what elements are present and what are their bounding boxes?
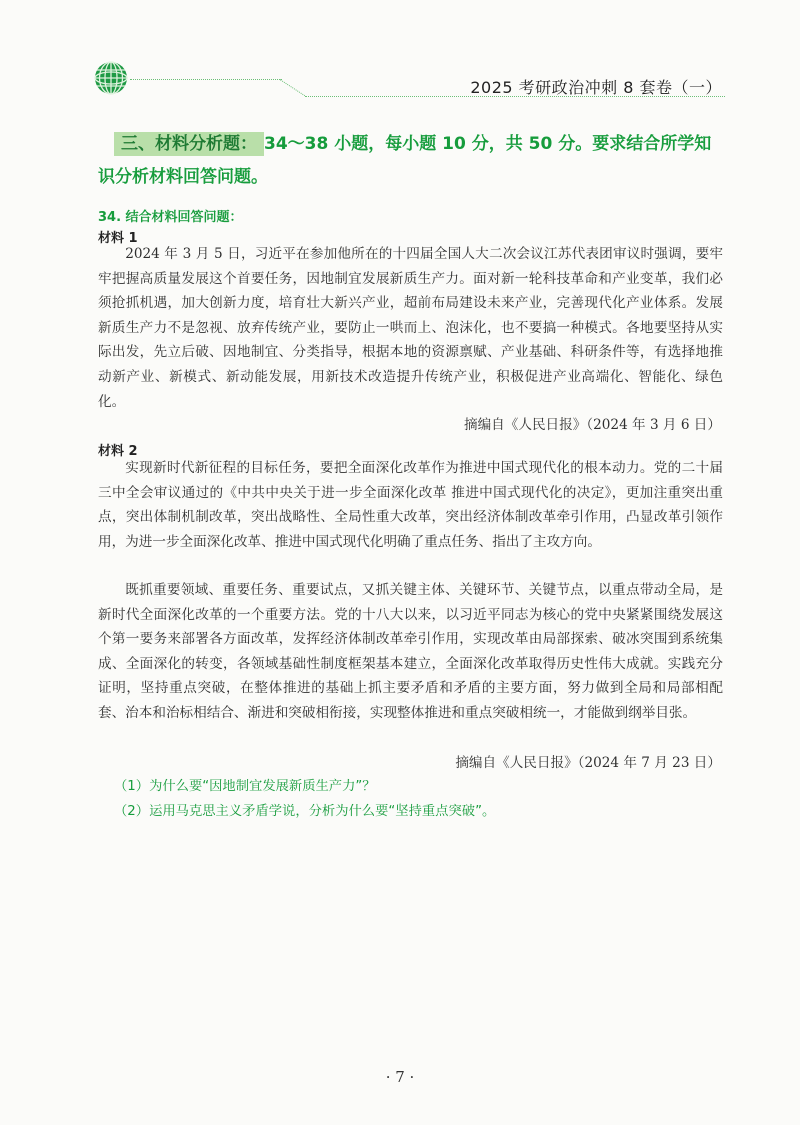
section-tag: 三、材料分析题： bbox=[114, 132, 264, 156]
header-title: 2025 考研政治冲刺 8 套卷（一） bbox=[470, 78, 722, 97]
header-rule-left bbox=[130, 79, 282, 80]
sub-question-2-text: 运用马克思主义矛盾学说，分析为什么要“坚持重点突破”。 bbox=[149, 804, 496, 819]
page-number: · 7 · bbox=[385, 1068, 415, 1086]
sub-question-2 bbox=[98, 800, 738, 819]
sub-question-1-text: 为什么要“因地制宜发展新质生产力”？ bbox=[149, 779, 376, 794]
page-header bbox=[0, 0, 800, 110]
sub-question-2-number: （2） bbox=[114, 804, 150, 819]
material-1-paragraph: 2024 年 3 月 5 日，习近平在参加他所在的十四届全国人大二次会议江苏代表团审议时强调，要牢牢把握高质量发展这个首要任务，因地制宜发展新质生产力。面对新一轮科技革命和产业变革，我们必须抢抓机遇，加大创新力度，培育壮大新兴产业，超前布局建设未来产业，完善现代化产业体系。发展新质生产力不是忽视、放弃传统产业，要防止一哄而上、泡沫化，也不要搞一种模式。各地要坚持从实际出发，先立后破、因地制宜、分类指导，根据本地的资源禀赋、产业基础、科研条件等，有选择地推动新产业、新模式、新动能发展，用新技术改造提升传统产业，积极促进产业高端化、智能化、绿色化。 bbox=[98, 246, 723, 410]
globe-icon bbox=[93, 60, 129, 96]
material-2-source: 摘编自《人民日报》（2024 年 7 月 23 日） bbox=[455, 755, 721, 771]
section-instructions: 34～38 小题，每小题 10 分，共 50 分。要求结合所学知识分析材料回答问题。 bbox=[98, 134, 712, 187]
material-1-title: 材料 1 bbox=[98, 231, 138, 246]
section-heading bbox=[98, 128, 728, 194]
material-1-source: 摘编自《人民日报》（2024 年 3 月 6 日） bbox=[463, 417, 721, 433]
material-2-title: 材料 2 bbox=[98, 444, 138, 459]
sub-question-1-number: （1） bbox=[114, 779, 150, 794]
question-heading: 34. 结合材料回答问题： bbox=[98, 210, 243, 225]
material-2-paragraph-1: 实现新时代新征程的目标任务，要把全面深化改革作为推进中国式现代化的根本动力。党的二十届三中全会审议通过的《中共中央关于进一步全面深化改革 推进中国式现代化的决定》，更加注重突出重点，突出体制机制改革，突出战略性、全局性重大改革，突出经济体制改革牵引作用，凸显改革引领作用，为进一步全面深化改革、推进中国式现代化明确了重点任务、指出了主攻方向。 bbox=[98, 460, 723, 550]
header-rule-diagonal bbox=[279, 79, 305, 96]
sub-question-1 bbox=[98, 775, 738, 794]
material-2-paragraph-2: 既抓重要领域、重要任务、重要试点，又抓关键主体、关键环节、关键节点，以重点带动全局，是新时代全面深化改革的一个重要方法。党的十八大以来，以习近平同志为核心的党中央紧紧围绕发展这个第一要务来部署各方面改革，发挥经济体制改革牵引作用，实现改革由局部探索、破冰突围到系统集成、全面深化的转变，各领域基础性制度框架基本建立，全面深化改革取得历史性伟大成就。实践充分证明，坚持重点突破，在整体推进的基础上抓主要矛盾和矛盾的主要方面，努力做到全局和局部相配套、治本和治标相结合、渐进和突破相衔接，实现整体推进和重点突破相统一，才能做到纲举目张。 bbox=[98, 582, 723, 721]
